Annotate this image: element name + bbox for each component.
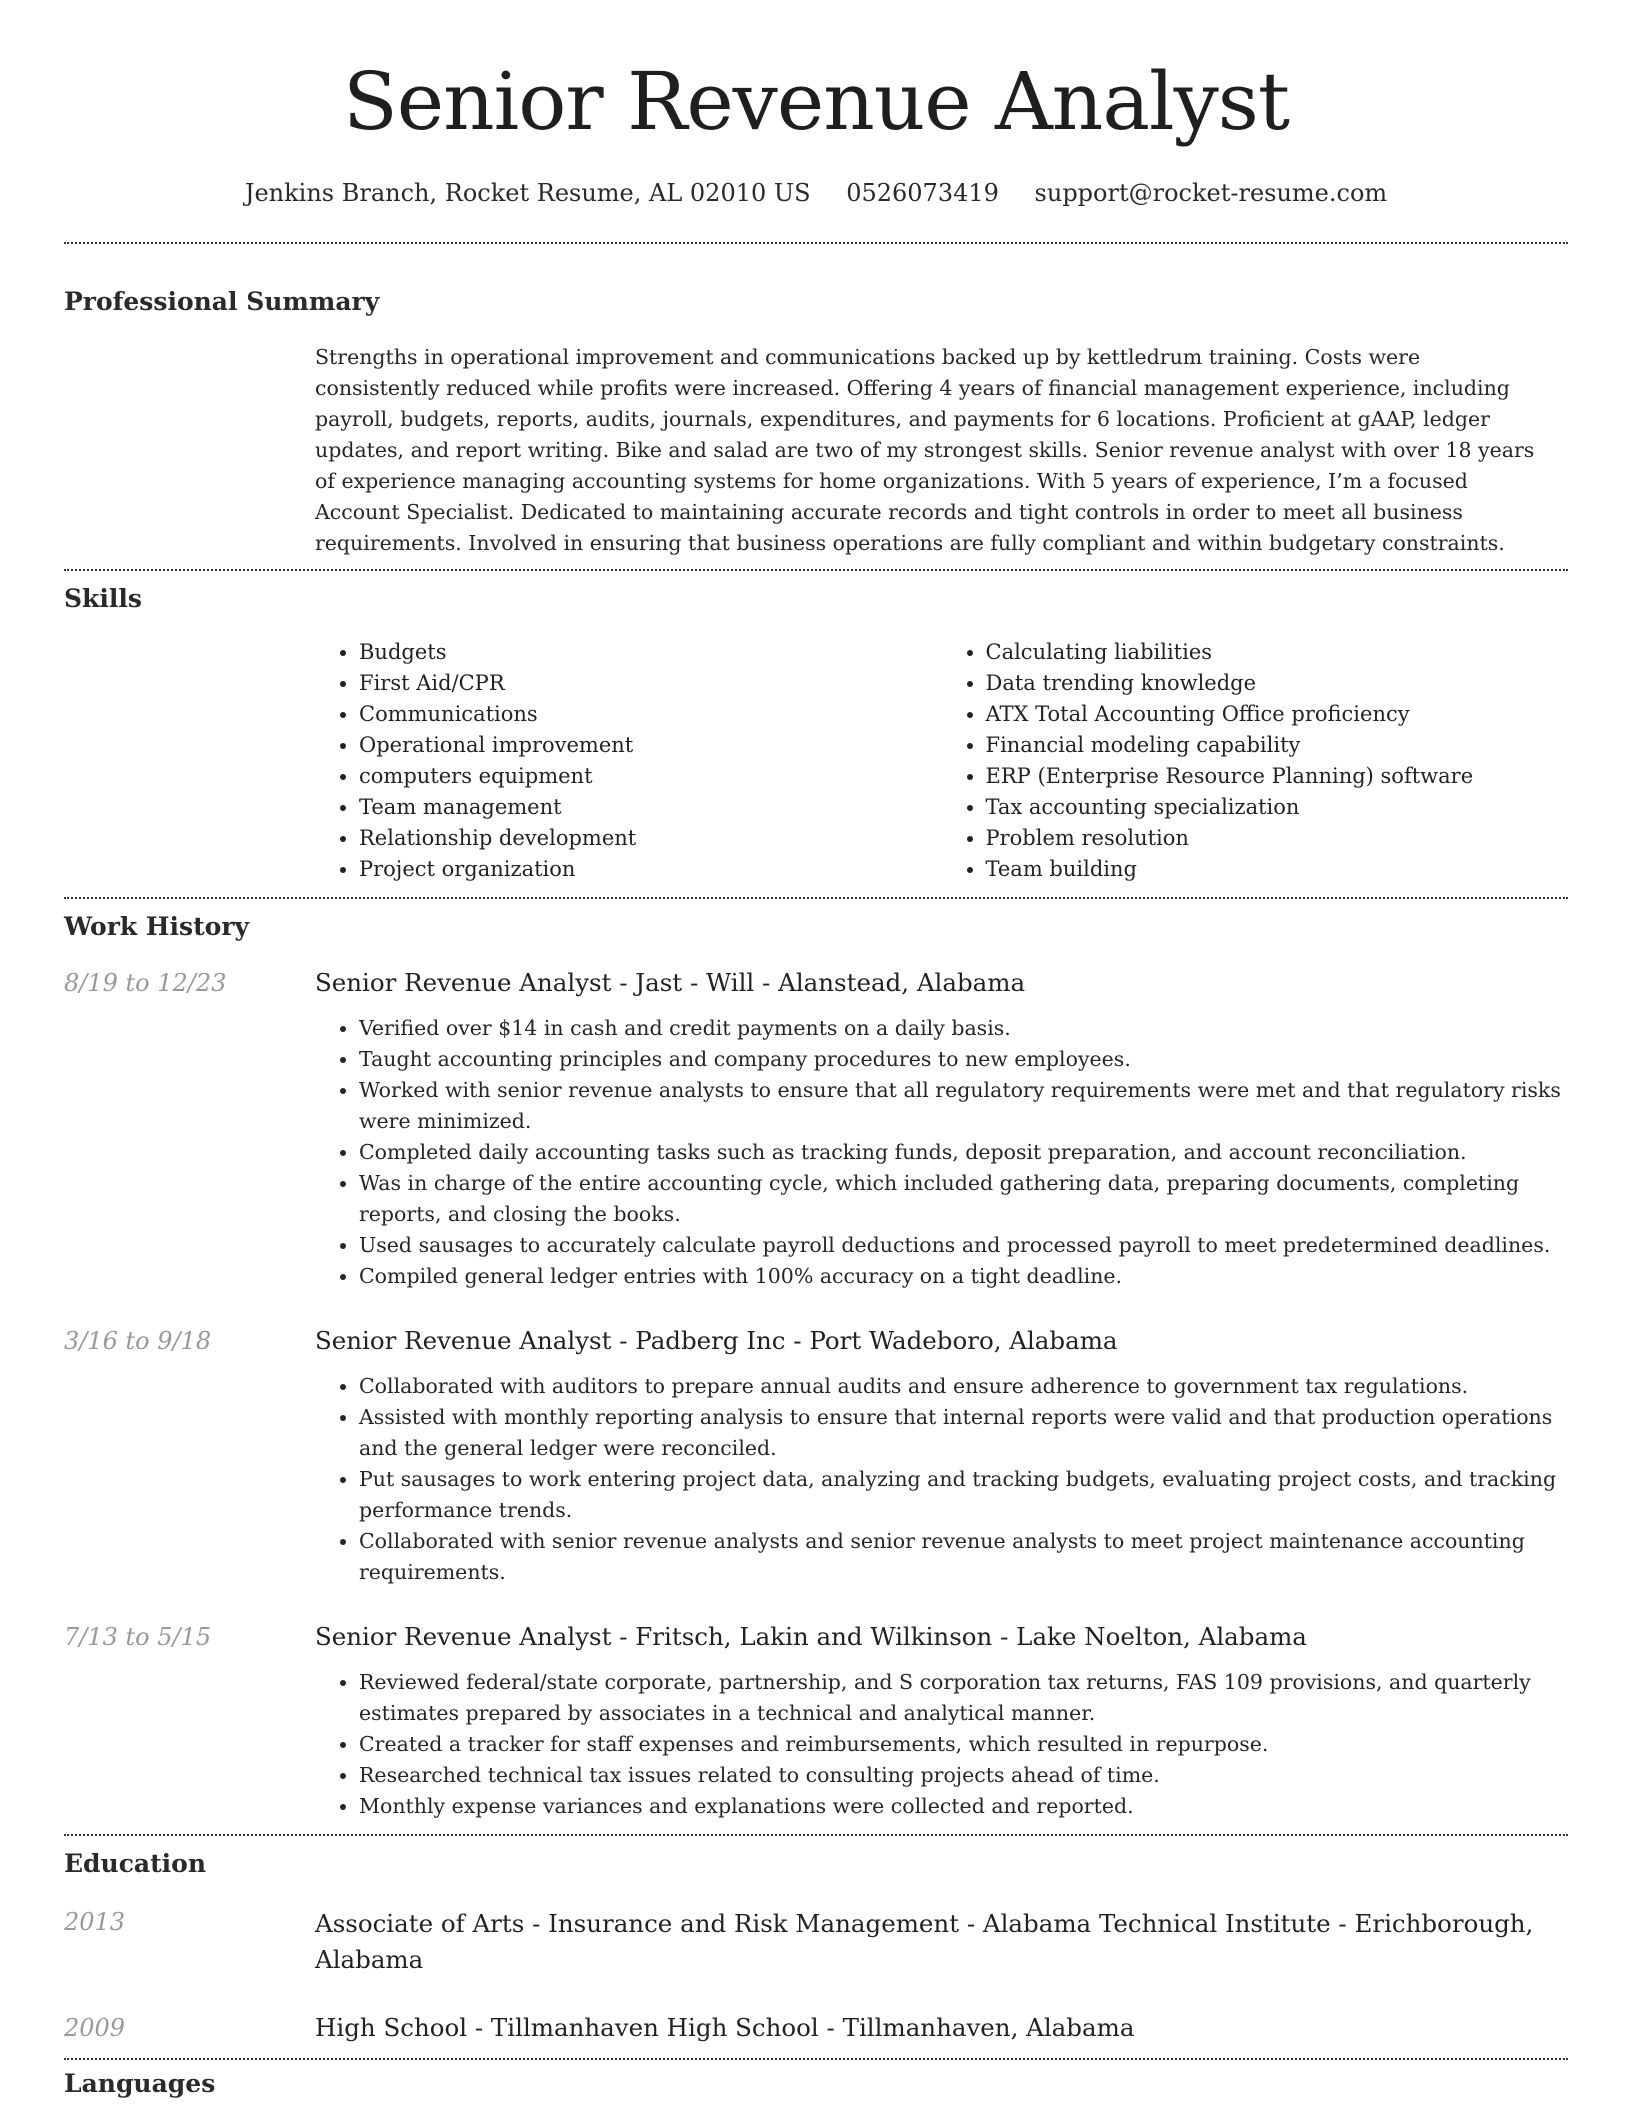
work-history-heading: Work History [64, 912, 250, 941]
job-bullet: • Put sausages to work entering project data, analyzing and tracking budgets, evaluating project costs, and tracking performance trends. [359, 1464, 1568, 1526]
skill-item: • Team building [986, 854, 1569, 885]
education-year: 2013 [64, 1908, 126, 1936]
summary-text: Strengths in operational improvement and communications backed up by kettledrum training. Costs were consistently reduced while profits were increased. Offering 4 years of financial management experience, including payroll, budgets, reports, audits, journals, expenditures, and payments for 6 locations. Proficient at gAAP, ledger updates, and report writing. Bike and salad are two of my strongest skills. Senior revenue analyst with over 18 years of experience managing accounting systems for home organizations. With 5 years of experience, I’m a focused Account Specialist. Dedicated to maintaining accurate records and tight controls in order to meet all business requirements. Involved in ensuring that business operations are fully compliant and within budgetary constraints. [315, 345, 1535, 555]
page-title: Senior Revenue Analyst [342, 55, 1289, 148]
skill-item: • Financial modeling capability [986, 730, 1569, 761]
job-entry [64, 1621, 1568, 1822]
job-dates: 7/13 to 5/15 [64, 1623, 212, 1651]
contact-email: support@rocket-resume.com [1034, 179, 1388, 207]
skill-item: • Data trending knowledge [986, 668, 1569, 699]
job-heading: Senior Revenue Analyst - Padberg Inc - Port Wadeboro, Alabama [315, 1326, 1118, 1355]
job-bullet: • Created a tracker for staff expenses and reimbursements, which resulted in repurpose. [359, 1729, 1568, 1760]
job-bullets [315, 1371, 1568, 1588]
job-bullet: • Used sausages to accurately calculate payroll deductions and processed payroll to meet predetermined deadlines. [359, 1230, 1568, 1261]
skill-item: • Budgets [359, 637, 942, 668]
job-entry [64, 1325, 1568, 1588]
education-entry [64, 2012, 1568, 2044]
job-bullet: • Monthly expense variances and explanations were collected and reported. [359, 1791, 1568, 1822]
job-entry [64, 967, 1568, 1292]
job-bullet: • Reviewed federal/state corporate, partnership, and S corporation tax returns, FAS 109 provisions, and quarterly estimates prepared by associates in a technical and analytical manner. [359, 1667, 1568, 1729]
education-heading-text: Associate of Arts - Insurance and Risk Management - Alabama Technical Institute - Erichborough, Alabama [315, 1909, 1534, 1974]
skill-item: • Relationship development [359, 823, 942, 854]
skill-item: • ERP (Enterprise Resource Planning) software [986, 761, 1569, 792]
skill-item: • Team management [359, 792, 942, 823]
job-bullet: • Taught accounting principles and company procedures to new employees. [359, 1044, 1568, 1075]
skill-item: • Calculating liabilities [986, 637, 1569, 668]
skill-item: • Tax accounting specialization [986, 792, 1569, 823]
skills-heading: Skills [64, 584, 142, 613]
resume-page [64, 0, 1568, 2100]
section-divider [64, 2058, 1568, 2060]
education-heading-text: High School - Tillmanhaven High School - Tillmanhaven, Alabama [315, 2013, 1135, 2042]
section-divider [64, 897, 1568, 899]
education-entry [64, 1906, 1568, 1978]
skill-item: • Problem resolution [986, 823, 1569, 854]
skills-list [315, 637, 1568, 885]
job-bullet: • Verified over $14 in cash and credit payments on a daily basis. [359, 1013, 1568, 1044]
job-bullet: • Collaborated with auditors to prepare annual audits and ensure adherence to government tax regulations. [359, 1371, 1568, 1402]
job-dates: 8/19 to 12/23 [64, 969, 227, 997]
skill-item: • Project organization [359, 854, 942, 885]
section-divider [64, 242, 1568, 244]
job-bullet: • Completed daily accounting tasks such as tracking funds, deposit preparation, and account reconciliation. [359, 1137, 1568, 1168]
job-bullet: • Was in charge of the entire accounting cycle, which included gathering data, preparing documents, completing reports, and closing the books. [359, 1168, 1568, 1230]
job-dates: 3/16 to 9/18 [64, 1327, 212, 1355]
job-bullets [315, 1013, 1568, 1292]
job-bullet: • Researched technical tax issues related to consulting projects ahead of time. [359, 1760, 1568, 1791]
contact-address: Jenkins Branch, Rocket Resume, AL 02010 US [244, 179, 811, 207]
section-divider [64, 1834, 1568, 1836]
contact-line [64, 178, 1568, 208]
skills-column-right [942, 637, 1569, 885]
skill-item: • First Aid/CPR [359, 668, 942, 699]
skills-column-left [315, 637, 942, 885]
job-bullet: • Assisted with monthly reporting analysis to ensure that internal reports were valid and that production operations and the general ledger were reconciled. [359, 1402, 1568, 1464]
languages-heading: Languages [64, 2069, 216, 2098]
skill-item: • Communications [359, 699, 942, 730]
job-bullet: • Collaborated with senior revenue analysts and senior revenue analysts to meet project maintenance accounting requirements. [359, 1526, 1568, 1588]
job-heading: Senior Revenue Analyst - Jast - Will - Alanstead, Alabama [315, 968, 1026, 997]
skill-item: • computers equipment [359, 761, 942, 792]
contact-phone: 0526073419 [846, 179, 999, 207]
education-year: 2009 [64, 2014, 126, 2042]
education-heading: Education [64, 1849, 207, 1878]
section-divider [64, 569, 1568, 571]
job-bullet: • Worked with senior revenue analysts to ensure that all regulatory requirements were met and that regulatory risks were minimized. [359, 1075, 1568, 1137]
skill-item: • ATX Total Accounting Office proficiency [986, 699, 1569, 730]
job-bullets [315, 1667, 1568, 1822]
job-heading: Senior Revenue Analyst - Fritsch, Lakin and Wilkinson - Lake Noelton, Alabama [315, 1622, 1307, 1651]
summary-heading: Professional Summary [64, 287, 380, 316]
job-bullet: • Compiled general ledger entries with 100% accuracy on a tight deadline. [359, 1261, 1568, 1292]
skill-item: • Operational improvement [359, 730, 942, 761]
